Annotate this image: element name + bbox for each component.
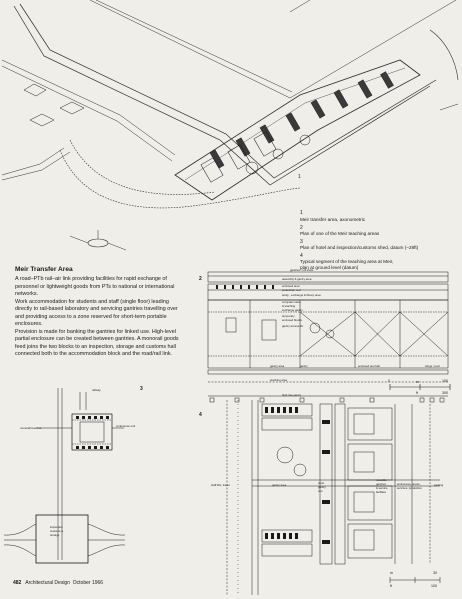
issue-date: October 1966 <box>72 580 104 586</box>
page-footer <box>13 580 103 586</box>
fig3-label: customs & <box>50 529 64 533</box>
fig4-label: enclosures, stores, <box>397 482 421 486</box>
caption-3-number: 3 <box>300 239 303 245</box>
fig2-label: gantries / roll shels <box>290 268 314 272</box>
fig2-label: enclosed test hall <box>358 364 380 368</box>
page-number: 482 <box>13 580 22 586</box>
fig2-scale-zero: 0 <box>388 379 390 383</box>
figure-4-number: 4 <box>199 412 202 418</box>
fig2-label: gantry <box>300 364 308 368</box>
figure-2-number: 2 <box>199 276 202 282</box>
fig3-label: conference unit <box>116 424 136 428</box>
fig2-label: enclosed area <box>282 284 300 288</box>
fig2-label: gantry access lift <box>282 324 303 328</box>
fig2-label: exchange gantry <box>282 308 303 312</box>
body-paragraph-2: Work accommodation for students and staff (single floor) leading directly to rail-based laboratory and servicing gantries travelling over and providing access to a zone reserved for short-term portable enclosures. <box>15 298 178 328</box>
journal-name: Architectural Design <box>25 580 70 586</box>
fig2-label: pedestrian roof <box>282 288 301 292</box>
fig2-label: enclosed blocks <box>282 318 302 322</box>
fig3-label: inspection <box>50 525 63 529</box>
fig3-label: monorail feedline <box>20 426 42 430</box>
fig4-label: staff lifts, travel <box>211 483 230 487</box>
fig2-label: high rise gantry <box>282 393 302 397</box>
fig2-scale-ft-value: 300 <box>442 391 448 395</box>
caption-4-text-line2: plan at ground level (datum) <box>300 265 359 270</box>
caption-1-text: Meir transfer area, axonometric <box>300 217 366 222</box>
fig4-label: & service <box>376 486 388 490</box>
caption-3-text: Plan of hotel and inspection/customs shed, datum (–28ft) <box>300 245 419 250</box>
fig3-label: storage <box>50 533 60 537</box>
fig4-label: services, production <box>397 486 422 490</box>
fig4-label: gantry area <box>272 483 287 487</box>
fig2-label: study , exchange & library area <box>282 293 321 297</box>
fig4-label: short <box>318 481 325 485</box>
fig2-label: temporary <box>282 314 295 318</box>
fig4-label: slot <box>318 489 323 493</box>
fig2-label: assembly & gantry area <box>282 277 312 281</box>
fig4-label: parking <box>434 483 444 487</box>
fig4-scale-m: m <box>390 571 393 575</box>
caption-4-text: Typical segment of the teaching area at Meir, <box>300 259 394 264</box>
fig3-label: railway <box>92 388 101 392</box>
fig2-label: & teaching <box>282 304 296 308</box>
fig4-scale-ft-value: 100 <box>431 584 437 588</box>
caption-2-text: Plan of one of the Meir teaching areas <box>300 231 380 236</box>
fig2-label: computer store <box>282 300 301 304</box>
article-body <box>15 276 185 359</box>
caption-4-number: 4 <box>300 253 303 259</box>
caption-1-number: 1 <box>300 210 303 216</box>
body-paragraph-3: Provision is made for banking the gantries for linked use. High-level partial enclosure can be created between gantries. A monorail goods feed joins the two blocks to an inspection, storage and customs hall connected both to the accommodation block and the road/rail link. <box>15 328 179 358</box>
figure-1-number: 1 <box>298 174 301 180</box>
article-heading: Meir Transfer Area <box>15 266 73 273</box>
fig2-label: gantry area <box>270 364 285 368</box>
fig2-label: teaching area <box>270 378 287 382</box>
fig2-scale-m: m <box>416 380 419 384</box>
fig4-scale-ft: ft <box>390 584 392 588</box>
fig2-scale-m-value: 100 <box>442 379 448 383</box>
fig2-label: wings / pool <box>425 364 440 368</box>
fig4-scale-m-value: 30 <box>433 571 437 575</box>
fig4-label: movable <box>376 478 387 482</box>
figure-3-number: 3 <box>140 386 143 392</box>
fig4-label: gantries <box>376 482 386 486</box>
fig2-scale-ft: ft <box>416 391 418 395</box>
body-paragraph-1: A road–PTb rail–air link providing facilities for rapid exchange of personnel or lightweight goods from PTs to national or international networks. <box>15 276 175 298</box>
fig4-label: facilities <box>376 490 386 494</box>
fig4-label: gantry <box>318 485 326 489</box>
caption-2-number: 2 <box>300 225 303 231</box>
